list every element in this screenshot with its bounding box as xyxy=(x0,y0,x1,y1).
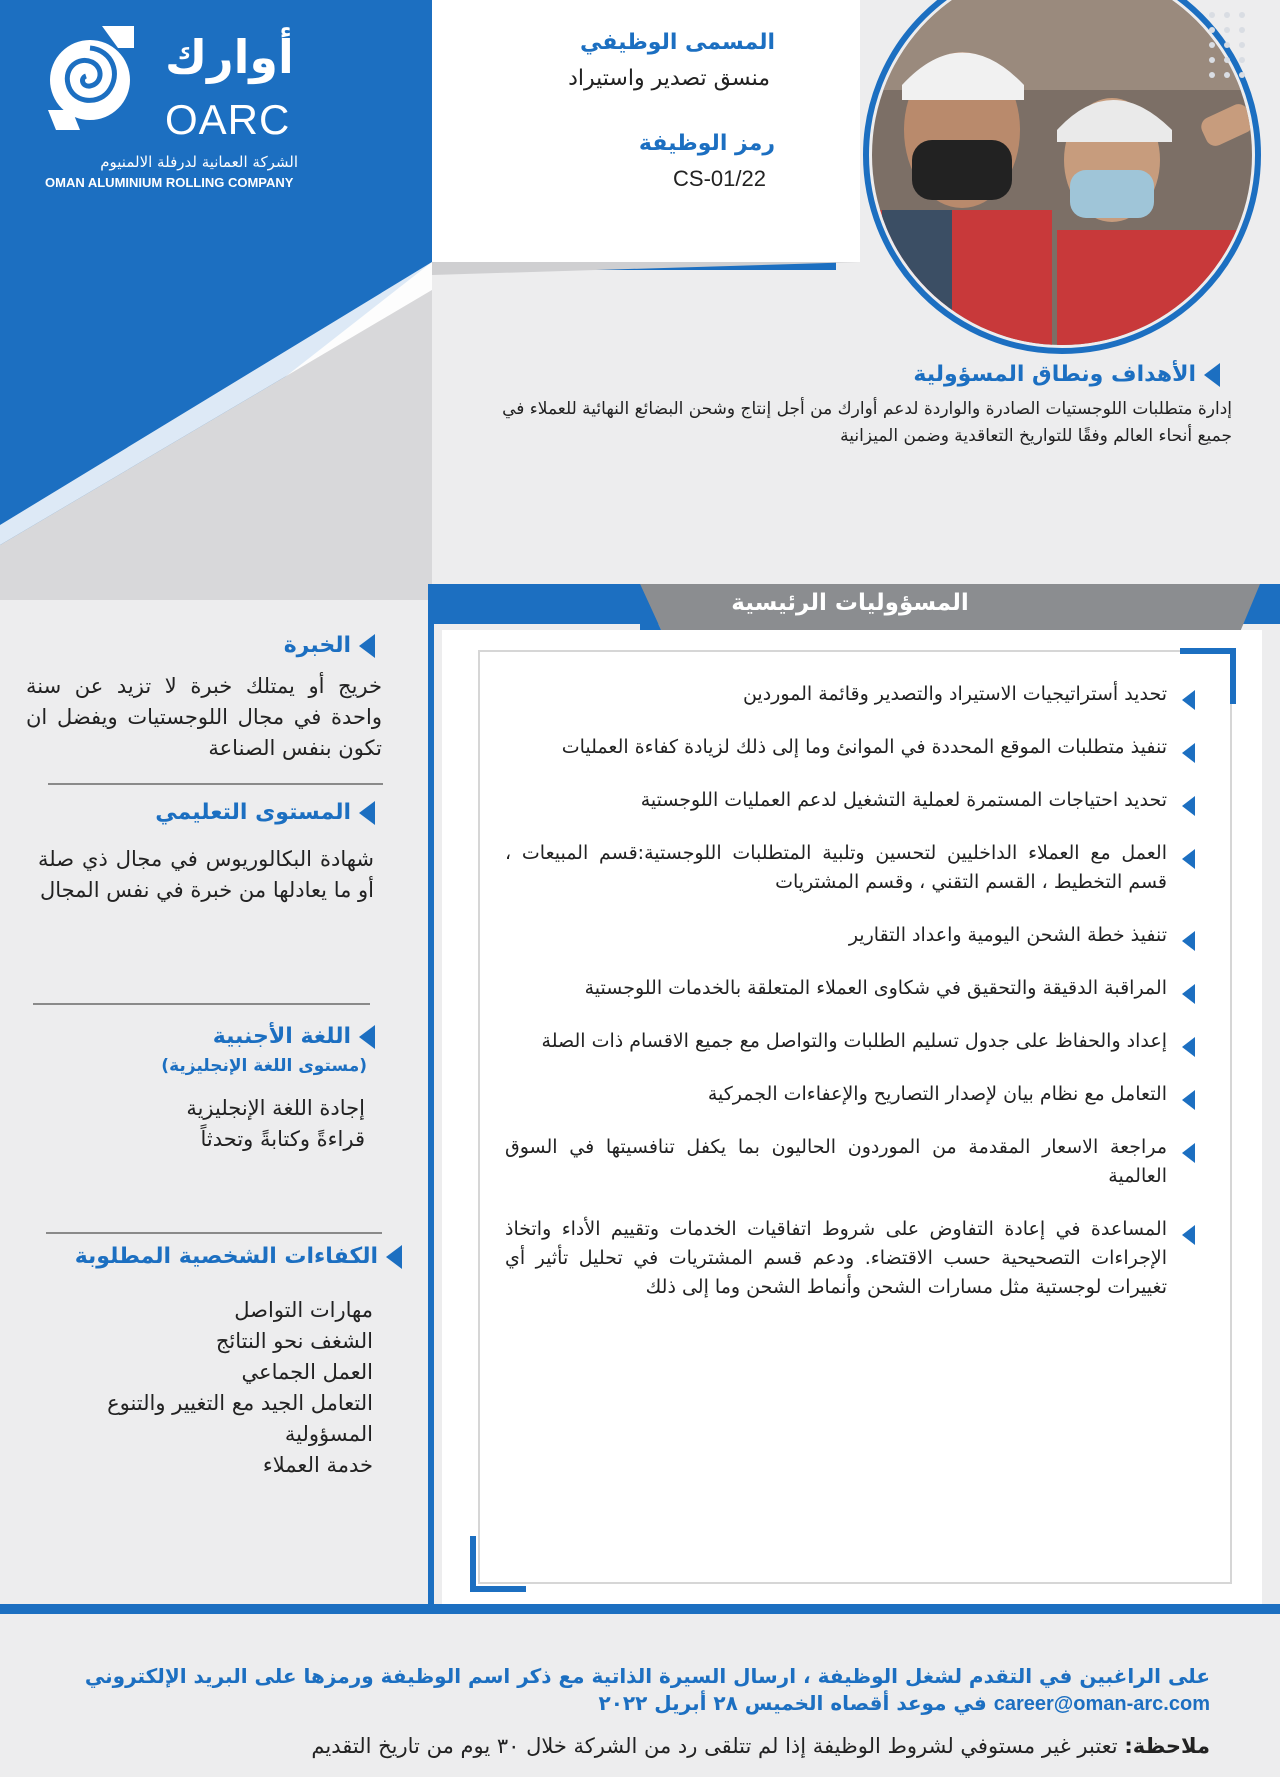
competencies-heading-text: الكفاءات الشخصية المطلوبة xyxy=(74,1244,378,1269)
responsibility-text: تنفيذ خطة الشحن اليومية واعداد التقارير xyxy=(848,924,1167,946)
responsibility-item xyxy=(505,680,1195,709)
responsibility-item xyxy=(505,1080,1195,1109)
responsibility-text: تنفيذ متطلبات الموقع المحددة في الموانئ وما إلى ذلك لزيادة كفاءة العمليات xyxy=(561,736,1167,758)
objectives-heading xyxy=(913,362,1220,387)
language-heading xyxy=(213,1024,375,1049)
job-code-value: CS-01/22 xyxy=(673,166,766,191)
experience-body: خريج أو يمتلك خبرة لا تزيد عن سنة واحدة في مجال اللوجستيات ويفضل ان تكون بنفس الصناعة xyxy=(26,674,382,760)
sidebar-divider xyxy=(46,1232,382,1234)
company-english-name: OMAN ALUMINIUM ROLLING COMPANY xyxy=(45,175,294,190)
footer-contact-line xyxy=(60,1690,1210,1718)
responsibility-item xyxy=(505,839,1195,897)
responsibility-item xyxy=(505,786,1195,815)
responsibilities-heading: المسؤوليات الرئيسية xyxy=(731,590,969,616)
bullet-arrow-icon xyxy=(1182,1037,1195,1057)
responsibility-item xyxy=(505,921,1195,950)
experience-heading xyxy=(284,633,375,658)
bullet-arrow-icon xyxy=(1182,984,1195,1004)
competencies-list xyxy=(50,1295,373,1481)
competency-item: التعامل الجيد مع التغيير والتنوع xyxy=(107,1391,373,1415)
job-title-label: المسمى الوظيفي xyxy=(580,30,775,55)
competency-item: العمل الجماعي xyxy=(241,1360,373,1384)
responsibility-item xyxy=(505,1133,1195,1191)
job-code-label: رمز الوظيفة xyxy=(638,131,775,156)
section-marker-icon xyxy=(359,634,375,658)
experience-heading-text: الخبرة xyxy=(283,633,351,658)
language-body: إجادة اللغة الإنجليزية قراءةً وكتابةً وتحدثاً xyxy=(186,1096,365,1151)
footer-apply-text: على الراغبين في التقدم لشغل الوظيفة ، ارسال السيرة الذاتية مع ذكر اسم الوظيفة ورمزها على البريد الإلكتروني xyxy=(84,1664,1210,1688)
education-heading-text: المستوى التعليمي xyxy=(155,800,351,825)
workers-photo xyxy=(812,0,1280,355)
responsibility-item xyxy=(505,733,1195,762)
footer-email-link[interactable]: career@oman-arc.com xyxy=(993,1693,1210,1715)
job-title-value: منسق تصدير واستيراد xyxy=(568,66,770,91)
responsibility-item xyxy=(505,1215,1195,1302)
responsibility-text: تحديد احتياجات المستمرة لعملية التشغيل لدعم العمليات اللوجستية xyxy=(640,789,1167,811)
bullet-arrow-icon xyxy=(1182,796,1195,816)
section-marker-icon xyxy=(386,1245,402,1269)
responsibility-text: التعامل مع نظام بيان لإصدار التصاريح والإعفاءات الجمركية xyxy=(707,1083,1167,1105)
competency-item: مهارات التواصل xyxy=(234,1298,373,1322)
responsibilities-list xyxy=(505,680,1195,1326)
responsibility-text: المساعدة في إعادة التفاوض على شروط اتفاقيات الخدمات وتقييم الأداء واتخاذ الإجراءات التصحيحية حسب الاقتضاء. ودعم قسم المشتريات في تحليل تأثير أي تغييرات لوجستية مثل مسارات الشحن وأنماط الشحن وما إلى ذلك xyxy=(505,1218,1167,1298)
footer-note-label: ملاحظة: xyxy=(1124,1734,1210,1758)
bullet-arrow-icon xyxy=(1182,743,1195,763)
competency-item: الشغف نحو النتائج xyxy=(215,1329,373,1353)
responsibility-text: العمل مع العملاء الداخليين لتحسين وتلبية المتطلبات اللوجستية:قسم المبيعات ، قسم التخطيط ، القسم التقني ، وقسم المشتريات xyxy=(505,842,1167,893)
logo-arabic-wordmark: أوارك xyxy=(165,30,294,84)
bullet-arrow-icon xyxy=(1182,931,1195,951)
education-heading xyxy=(155,800,375,825)
footer-note-text: تعتبر غير مستوفي لشروط الوظيفة إذا لم تتلقى رد من الشركة خلال ٣٠ يوم من تاريخ التقديم xyxy=(311,1734,1118,1758)
section-marker-icon xyxy=(359,1025,375,1049)
company-arabic-name: الشركة العمانية لدرفلة الالمنيوم xyxy=(100,153,298,171)
responsibility-item xyxy=(505,1027,1195,1056)
logo-latin-wordmark: OARC xyxy=(165,96,291,143)
section-marker-icon xyxy=(1204,363,1220,387)
language-subheading: (مستوى اللغة الإنجليزية) xyxy=(161,1056,367,1076)
footer-deadline: في موعد أقصاه الخميس ٢٨ أبريل ٢٠٢٢ xyxy=(598,1691,987,1715)
competency-item: خدمة العملاء xyxy=(262,1453,373,1477)
bullet-arrow-icon xyxy=(1182,1143,1195,1163)
education-body: شهادة البكالوريوس في مجال ذي صلة أو ما يعادلها من خبرة في نفس المجال xyxy=(38,847,374,902)
objectives-body: إدارة متطلبات اللوجستيات الصادرة والواردة لدعم أوارك من أجل إنتاج وشحن البضائع النهائية للعملاء في جميع أنحاء العالم وفقًا للتواريخ التعاقدية وضمن الميزانية xyxy=(502,399,1232,446)
language-heading-text: اللغة الأجنبية xyxy=(212,1024,351,1049)
bottom-rule xyxy=(0,1604,1280,1614)
sidebar-divider xyxy=(48,783,383,785)
responsibility-text: مراجعة الاسعار المقدمة من الموردون الحاليون بما يكفل تنافسيتها في السوق العالمية xyxy=(505,1136,1167,1187)
bullet-arrow-icon xyxy=(1182,849,1195,869)
bullet-arrow-icon xyxy=(1182,1225,1195,1245)
section-marker-icon xyxy=(359,801,375,825)
competencies-heading xyxy=(75,1244,402,1269)
sidebar-divider xyxy=(33,1003,370,1005)
responsibility-text: المراقبة الدقيقة والتحقيق في شكاوى العملاء المتعلقة بالخدمات اللوجستية xyxy=(584,977,1167,999)
bullet-arrow-icon xyxy=(1182,690,1195,710)
corner-bracket-bottom-left xyxy=(470,1536,526,1592)
bullet-arrow-icon xyxy=(1182,1090,1195,1110)
responsibility-text: تحديد أستراتيجيات الاستيراد والتصدير وقائمة الموردين xyxy=(742,683,1167,705)
responsibility-item xyxy=(505,974,1195,1003)
objectives-heading-text: الأهداف ونطاق المسؤولية xyxy=(913,362,1196,387)
footer-apply-instructions xyxy=(60,1663,1210,1718)
footer-note xyxy=(311,1734,1210,1758)
competency-item: المسؤولية xyxy=(284,1422,373,1446)
responsibility-text: إعداد والحفاظ على جدول تسليم الطلبات والتواصل مع جميع الاقسام ذات الصلة xyxy=(541,1030,1167,1052)
